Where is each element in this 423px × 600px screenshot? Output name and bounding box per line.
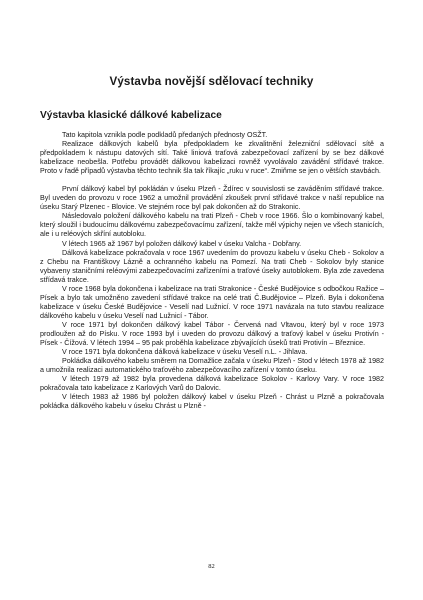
paragraph: Realizace dálkových kabelů byla předpokladem ke zkvalitnění železniční sdělovací sítě a předpokladem k nástupu datových sítí. Také liniová traťová zabezpečovací zařízení by se bez dálkové kabelizace neobešla. Potřebu provádět dálkovou kabelizaci rovněž vyvolávalo zavádění střídavé trakce. Proto v řadě případů výstavba těchto technik šla tak říkajíc „ruku v ruce“. Zmiňme se jen o větších stavbách. xyxy=(40,140,384,176)
section-heading: Výstavba klasické dálkové kabelizace xyxy=(40,110,222,121)
body-text xyxy=(40,131,384,411)
paragraph: První dálkový kabel byl pokládán v úseku Plzeň - Ždírec v souvislosti se zaváděním střídavé trakce. Byl uveden do provozu v roce 1962 a umožnil provádění zkoušek první střídavé trakce v naší republice na úseku Starý Plzenec - Blovice. Ve stejném roce byl pak dokončen až do Strakonic. xyxy=(40,185,384,212)
paragraph: V roce 1968 byla dokončena i kabelizace na trati Strakonice - České Budějovice s odbočkou Ražice – Písek a bylo tak umožněno zavedení střídavé trakce na celé trati Č.Budějovice – Plzeň. Byla i dokončena kabelizace v úseku České Budějovice - Veselí nad Lužnicí. V roce 1971 navázala na tuto stavbu realizace dálkového kabelu v úseku Veselí nad Lužnicí - Tábor. xyxy=(40,284,384,320)
paragraph: Pokládka dálkového kabelu směrem na Domažlice začala v úseku Plzeň - Stod v létech 1978 až 1982 a umožnila realizaci automatického traťového zabezpečovacího zařízení v tomto úseku. xyxy=(40,357,384,375)
paragraph: V roce 1971 byl dokončen dálkový kabel Tábor - Červená nad Vltavou, který byl v roce 1973 prodloužen až do Písku. V roce 1993 byl i uveden do provozu dálkový a traťový kabel v úseku Protivín - Písek - Čížová. V létech 1994 – 95 pak proběhla kabelizace zbývajících úseků trati Protivín – Březnice. xyxy=(40,320,384,348)
paragraph: V létech 1983 až 1986 byl položen dálkový kabel v úseku Plzeň - Chrást u Plzně a pokračovala pokládka dálkového kabelu v úseku Chrást u Plzně - xyxy=(40,393,384,411)
page-title: Výstavba novější sdělovací techniky xyxy=(109,75,314,88)
paragraph: V létech 1979 až 1982 byla provedena dálková kabelizace Sokolov - Karlovy Vary. V roce 1982 pokračovala tato kabelizace z Karlových Varů do Dalovic. xyxy=(40,375,384,393)
page-number: 82 xyxy=(208,563,215,570)
paragraph: Následovalo položení dálkového kabelu na trati Plzeň - Cheb v roce 1966. Šlo o kombinovaný kabel, který sloužil i budoucímu dálkovému zabezpečovacímu zařízení, takže měl výpichy nejen ve všech stanicích, ale i u reléových skříní autobloku. xyxy=(40,212,384,239)
paragraph: V létech 1965 až 1967 byl položen dálkový kabel v úseku Valcha - Dobřany. xyxy=(62,239,302,248)
paragraph: Tato kapitola vznikla podle podkladů předaných přednosty OSŽT. xyxy=(62,131,268,139)
paragraph: Dálková kabelizace pokračovala v roce 1967 uvedením do provozu kabelu v úseku Cheb - Sokolov a z Chebu na Františkovy Lázně a ochranného kabelu na Pomezí. Na trati Cheb - Sokolov byly stanice vybaveny staničními reléovými zabezpečovacími zařízeními a traťové úseky autoblokem. Byla zde zavedena střídavá trakce. xyxy=(40,248,384,284)
paragraph: V roce 1971 byla dokončena dálková kabelizace v úseku Veselí n.L. - Jihlava. xyxy=(62,348,308,357)
